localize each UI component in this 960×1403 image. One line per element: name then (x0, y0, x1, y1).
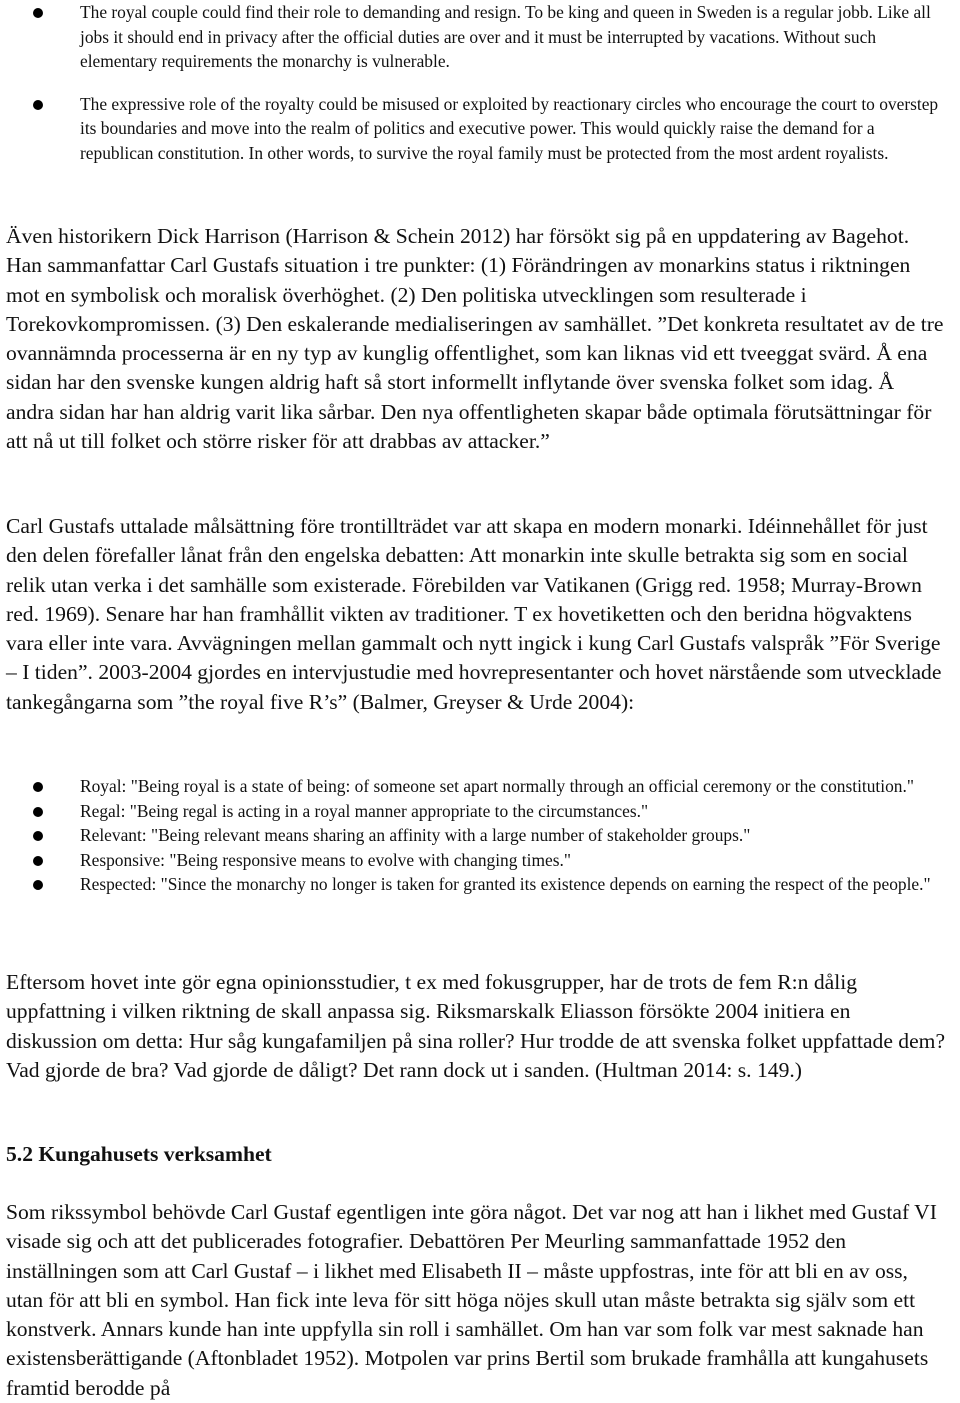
bullet-item (0, 799, 960, 824)
bullet-text: The expressive role of the royalty could be misused or exploited by reactionary circles who encourage the court to overstep its boundaries and move into the realm of politics and executive power. This would quickly raise the demand for a republican constitution. In other words, to survive the royal family must be protected from the most ardent royalists. (80, 93, 939, 163)
bullet-dot-icon (33, 100, 43, 110)
bullet-text: Responsive: "Being responsive means to evolve with changing times." (80, 849, 571, 870)
bullet-dot-icon (33, 856, 43, 866)
top-bullet-list (0, 0, 960, 166)
bullet-text: Regal: "Being regal is acting in a royal manner appropriate to the circumstances." (80, 800, 649, 821)
bullet-dot-icon (33, 880, 43, 890)
bullet-item (0, 774, 960, 799)
paragraph-modern-monarchy: Carl Gustafs uttalade målsättning före trontillträdet var att skapa en modern monarki. Idéinnehållet för just den delen förefaller lånat från den engelska debatten: Att monarkin inte skulle betrakta sig som en social relik utan verka i det samhälle som existerade. Förebilden var Vatikanen (Grigg red. 1958; Murray-Brown red. 1969). Senare har han framhållit vikten av traditioner. T ex hovetiketten och den beridna högvaktens vara eller inte vara. Avvägningen mellan gammalt och nytt ingick i kung Carl Gustafs valspråk ”För Sverige – I tiden”. 2003-2004 gjordes en intervjustudie med hovrepresentanter och hovet närstående som utvecklade tankegångarna som ”the royal five R’s” (Balmer, Greyser & Urde 2004): (6, 514, 942, 714)
bullet-text: The royal couple could find their role to demanding and resign. To be king and queen in Sweden is a regular jobb. Like all jobs it should end in privacy after the official duties are over and it must be interrupted by vacations. Without such elementary requirements the monarchy is vulnerable. (80, 2, 931, 72)
bullet-dot-icon (33, 8, 43, 18)
bullet-item (0, 0, 960, 74)
bullet-text: Relevant: "Being relevant means sharing an affinity with a large number of stakeholder groups." (80, 825, 751, 846)
bullet-dot-icon (33, 807, 43, 817)
bullet-item (0, 92, 960, 166)
bullet-item (0, 823, 960, 848)
five-rs-list (0, 774, 960, 897)
paragraph-harrison: Även historikern Dick Harrison (Harrison & Schein 2012) har försökt sig på en uppdatering av Bagehot. Han sammanfattar Carl Gustafs situation i tre punkter: (1) Förändringen av monarkins status i riktningen mot en symbolisk och moralisk överhöghet. (2) Den politiska utvecklingen som resulterade i Torekovkompromissen. (3) Den eskalerande medialiseringen av samhället. ”Det konkreta resultatet av de tre ovannämnda processerna är en ny typ av kunglig offentlighet, som kan liknas vid ett tveeggat svärd. Å ena sidan har den svenske kungen aldrig haft så stort informellt inflytande över svenska folket som idag. Å andra sidan har han aldrig varit lika sårbar. Den nya offentligheten skapar både optimala förutsättningar för att nå ut till folket och större risker för att drabbas av attacker.” (6, 224, 944, 454)
bullet-text: Royal: "Being royal is a state of being: of someone set apart normally through an official ceremony or the constitution." (80, 776, 914, 796)
section-heading: 5.2 Kungahusets verksamhet (6, 1142, 272, 1166)
bullet-item (0, 872, 960, 897)
bullet-dot-icon (33, 831, 43, 841)
bullet-item (0, 848, 960, 873)
bullet-text: Respected: "Since the monarchy no longer is taken for granted its existence depends on earning the respect of the people." (80, 874, 931, 895)
bullet-dot-icon (33, 782, 43, 792)
paragraph-rikssymbol: Som rikssymbol behövde Carl Gustaf egentligen inte göra något. Det var nog att han i likhet med Gustaf VI visade sig och att det publicerades fotografier. Debattören Per Meurling sammanfattade 1952 den inställningen som att Carl Gustaf – i likhet med Elisabeth II – måste uppfostras, inte för att bli en av oss, utan för att bli en symbol. Han fick inte leva för sitt höga nöjes skull utan måste betrakta sig själv som ett konstverk. Annars kunde han inte uppfylla sin roll i samhället. Om han var som folk var mest saknade han existensberättigande (Aftonbladet 1952). Motpolen var prins Bertil som brukade framhålla att kungahusets framtid berodde på (6, 1200, 937, 1400)
paragraph-opinion: Eftersom hovet inte gör egna opinionsstudier, t ex med fokusgrupper, har de trots de fem R:n dålig uppfattning i vilken riktning de skall anpassa sig. Riksmarskalk Eliasson försökte 2004 initiera en diskussion om detta: Hur såg kungafamiljen på sina roller? Hur trodde de att svenska folket uppfattade dem? Vad gjorde de bra? Vad gjorde de dåligt? Det rann dock ut i sanden. (Hultman 2014: s. 149.) (6, 970, 946, 1082)
